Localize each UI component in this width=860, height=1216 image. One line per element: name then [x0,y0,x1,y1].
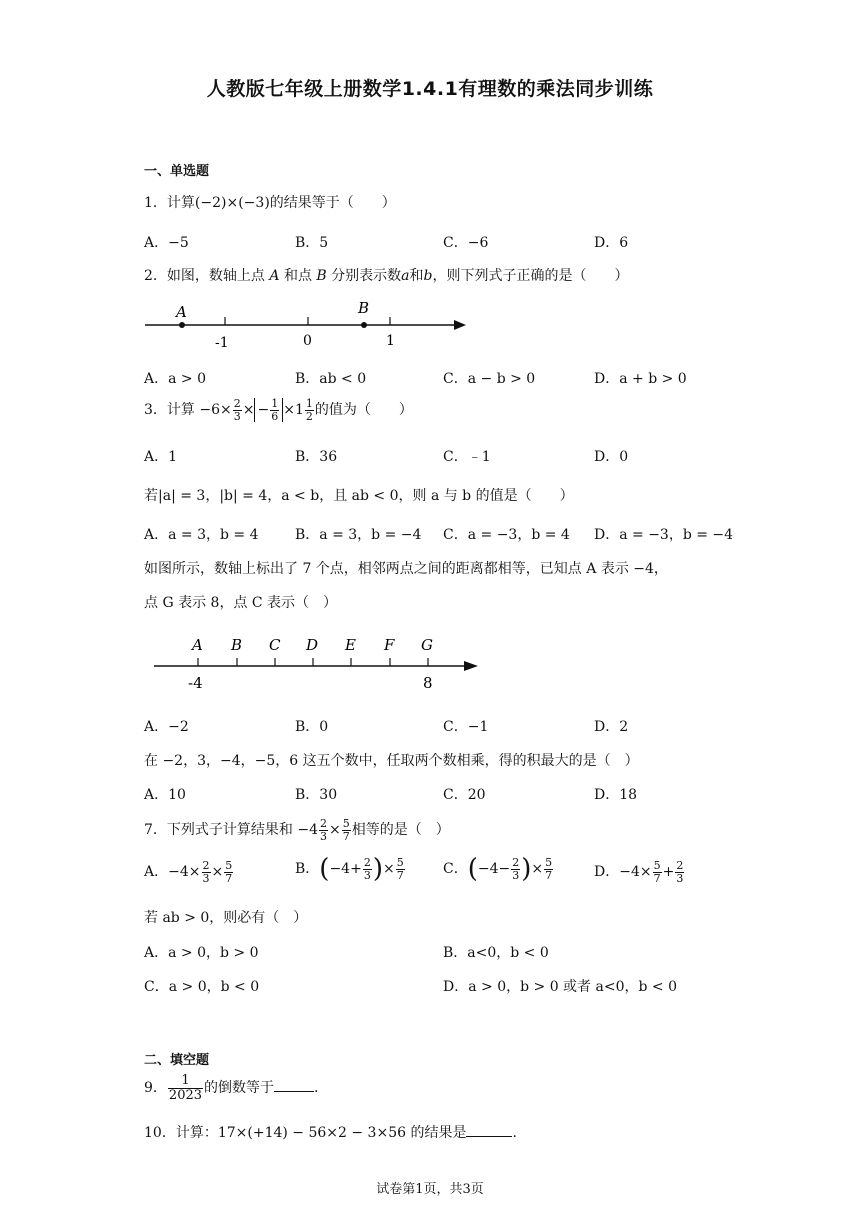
q1-option-b: B．5 [295,235,329,251]
q5-option-d: D．2 [594,719,629,735]
q8-option-b: B．a<0，b < 0 [443,945,549,961]
q4-option-b: B．a = 3，b = −4 [295,527,422,543]
point-b-label: B [358,299,370,317]
question-5-line-2: 点 G 表示 8，点 C 表示（ ） [144,595,338,611]
q3-option-d: D．0 [594,449,629,465]
q6-option-a: A．10 [144,787,186,803]
tick-label-minus-1: -1 [215,335,229,351]
section-heading-fill-in: 二、填空题 [144,1053,210,1068]
tick-label-0: 0 [303,333,312,349]
point-a-label: A [192,636,203,654]
point-e-label: E [345,636,356,654]
question-3: 3．计算 −6× $\frac{2}{3}$ × − $\frac{1}{6}$ ×1 $\frac{1}{2}$ 的值为（ ） [144,397,413,423]
q6-option-d: D．18 [594,787,638,803]
answer-blank-q10[interactable] [466,1136,512,1137]
point-a-label: A [176,303,187,321]
page-footer: 试卷第1页，共3页 [376,1182,484,1197]
question-10: 10．计算：17×(+14) − 56×2 − 3×56 的结果是 . [144,1125,517,1141]
q4-option-d: D．a = −3，b = −4 [594,527,734,543]
question-7: 7．下列式子计算结果和 −4 $\frac{2}{3}$ × $\frac{5}{7}$ 相等的是（ ） [144,817,450,843]
q2-option-b: B．ab < 0 [295,371,367,387]
q8-option-d: D．a > 0，b > 0 或者 a<0，b < 0 [443,979,677,995]
number-line-figure-q5 [150,630,485,692]
question-5-line-1: 如图所示，数轴上标出了 7 个点，相邻两点之间的距离都相等，已知点 A 表示 −4， [144,561,668,577]
point-g-label: G [421,636,433,654]
q3-option-b: B．36 [295,449,338,465]
question-6: 在 −2，3，−4，−5，6 这五个数中，任取两个数相乘，得的积最大的是（ ） [144,753,639,769]
point-b-label: B [231,636,243,654]
q7-option-c: C．(−4− $\frac{2}{3}$ )× $\frac{5}{7}$ [443,854,553,884]
question-2: 2．如图，数轴上点 A 和点 B 分别表示数a和b，则下列式子正确的是（ ） [144,268,629,284]
point-c-label: C [269,636,281,654]
q7-option-b: B．(−4+ $\frac{2}{3}$ )× $\frac{5}{7}$ [295,854,404,884]
point-d-label: D [306,636,319,654]
tick-label-8: 8 [423,674,433,692]
question-1: 1．计算(−2)×(−3)的结果等于（ ） [144,195,396,211]
answer-blank-q9[interactable] [274,1091,314,1092]
number-line-figure-q2 [140,295,470,355]
page-title: 人教版七年级上册数学1.4.1有理数的乘法同步训练 [206,78,654,100]
q3-option-a: A．1 [144,449,178,465]
q1-option-c: C．−6 [443,235,489,251]
tick-label-minus-4: -4 [188,674,203,692]
q5-option-b: B．0 [295,719,329,735]
q5-option-c: C．−1 [443,719,489,735]
q7-option-d: D．−4× $\frac{5}{7}$ + $\frac{2}{3}$ [594,859,684,885]
q1-option-d: D．6 [594,235,629,251]
q4-option-c: C．a = −3，b = 4 [443,527,570,543]
q2-option-a: A．a > 0 [144,371,206,387]
q3-option-c: C．﹣1 [443,449,491,465]
tick-label-1: 1 [386,333,395,349]
q4-option-a: A．a = 3，b = 4 [144,527,259,543]
q6-option-c: C．20 [443,787,486,803]
question-4: 若|a| = 3，|b| = 4，a < b，且 ab < 0，则 a 与 b 的值是（ ） [144,488,574,504]
q8-option-c: C．a > 0，b < 0 [144,979,260,995]
question-8: 若 ab > 0，则必有（ ） [144,910,308,926]
q2-option-d: D．a + b > 0 [594,371,687,387]
q1-option-a: A．−5 [144,235,189,251]
section-heading-single-choice: 一、单选题 [144,164,210,179]
point-f-label: F [384,636,395,654]
q2-option-c: C．a − b > 0 [443,371,536,387]
q5-option-a: A．−2 [144,719,189,735]
q7-option-a: A．−4× $\frac{2}{3}$ × $\frac{5}{7}$ [144,859,233,885]
q8-option-a: A．a > 0，b > 0 [144,945,259,961]
q6-option-b: B．30 [295,787,338,803]
question-9: 9． $\frac{1}{2023}$ 的倒数等于 . [144,1073,319,1103]
